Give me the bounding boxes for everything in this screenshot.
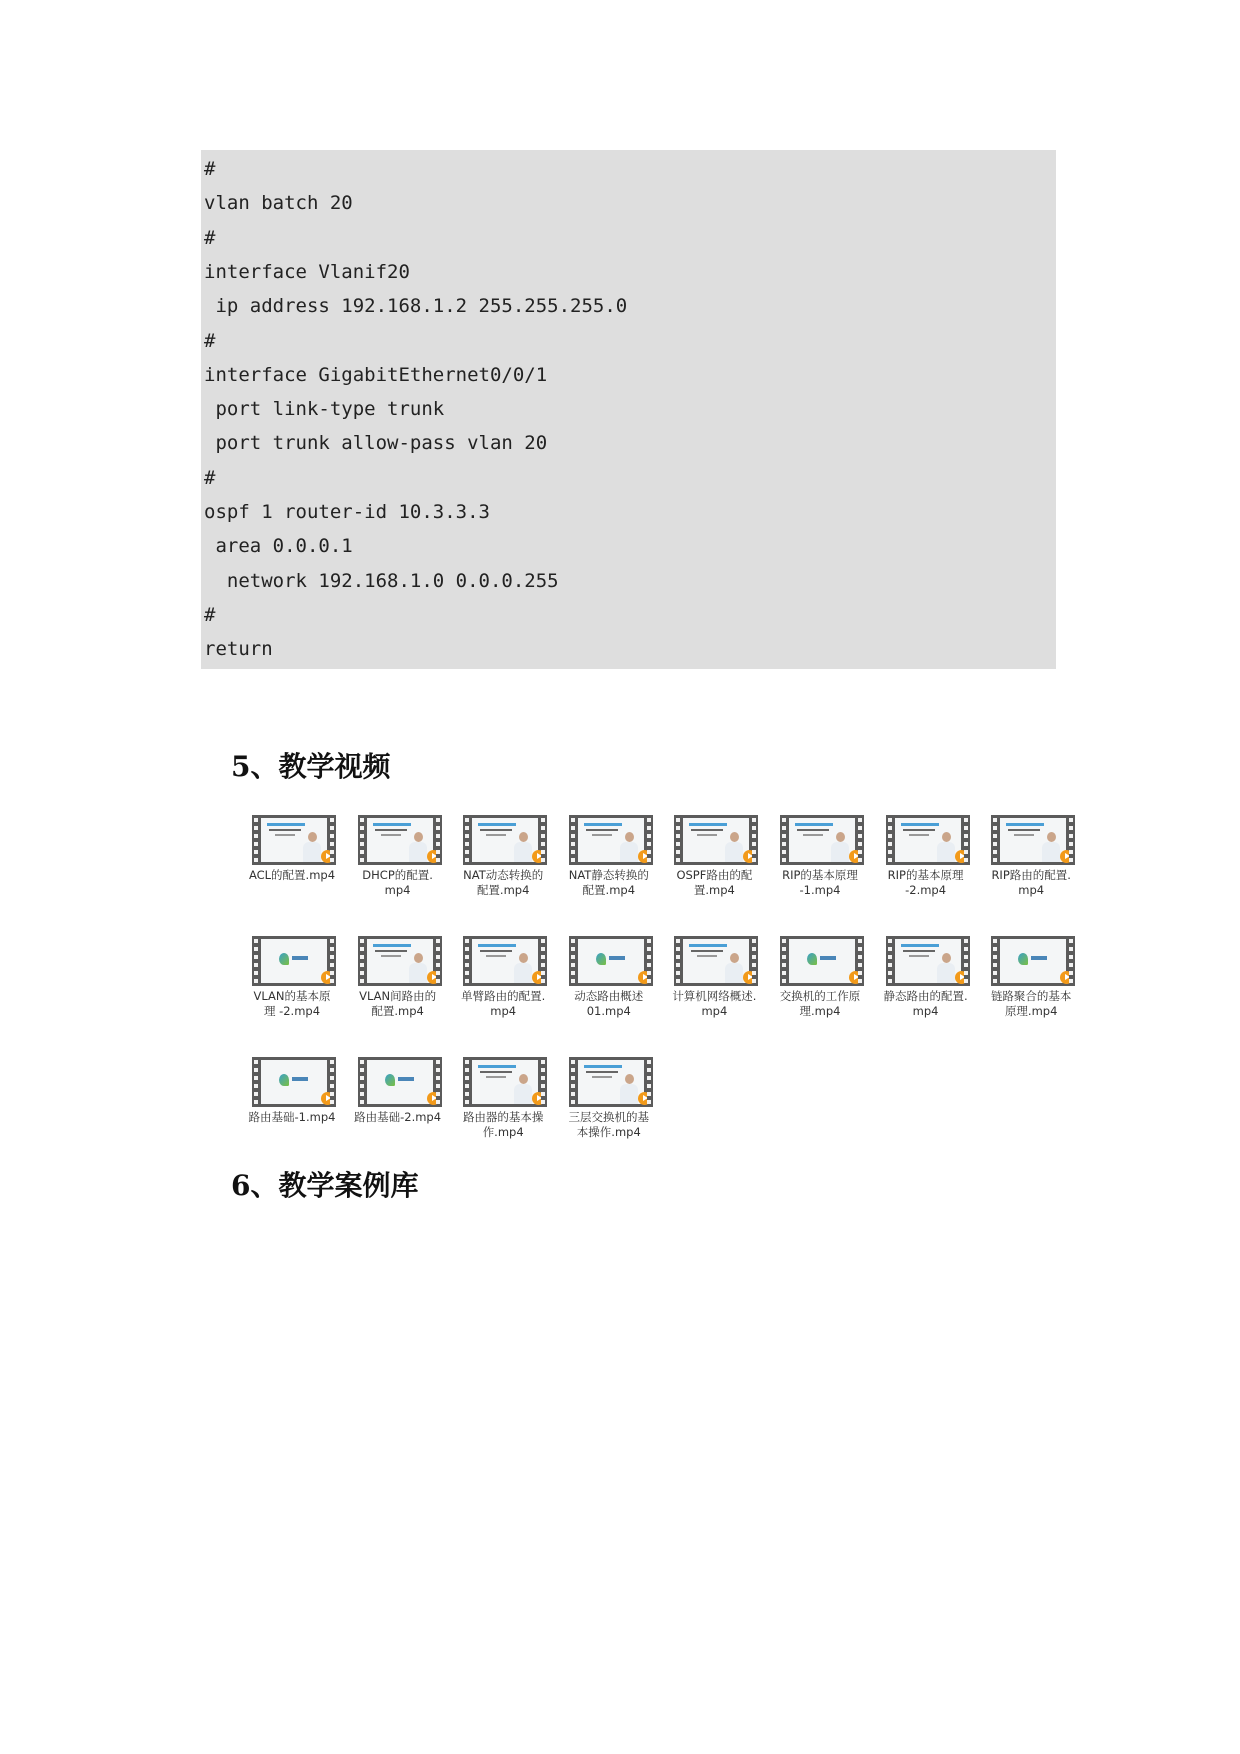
play-icon [849, 850, 862, 863]
video-file[interactable] [346, 936, 450, 1048]
presenter-figure [620, 832, 638, 862]
video-filename: VLAN间路由的 配置.mp4 [359, 989, 437, 1018]
video-thumbnail [463, 936, 547, 986]
video-thumbnail [569, 815, 653, 865]
video-thumbnail [674, 815, 758, 865]
video-file[interactable] [451, 815, 555, 927]
video-file[interactable] [557, 1057, 661, 1169]
play-icon [532, 850, 545, 863]
video-filename: NAT静态转换的 配置.mp4 [568, 868, 649, 897]
video-filename: OSPF路由的配 置.mp4 [676, 868, 753, 897]
video-filename: RIP的基本原理 -1.mp4 [782, 868, 858, 897]
video-filename: 路由基础-2.mp4 [354, 1110, 442, 1124]
presenter-figure [514, 1074, 532, 1104]
video-thumbnail [463, 1057, 547, 1107]
video-file[interactable] [346, 815, 450, 927]
code-line: # [204, 603, 216, 626]
code-line: # [204, 158, 216, 180]
video-filename: 静态路由的配置. mp4 [883, 989, 968, 1018]
code-line: ip address 192.168.1.2 255.255.255.0 [204, 295, 628, 318]
video-file[interactable] [768, 936, 872, 1048]
code-line: interface Vlanif20 [204, 260, 410, 283]
video-thumbnail [886, 815, 970, 865]
video-file[interactable] [874, 936, 978, 1048]
video-filename: DHCP的配置. mp4 [362, 868, 433, 897]
video-filename: RIP路由的配置. mp4 [991, 868, 1071, 897]
play-icon [638, 971, 651, 984]
video-filename: NAT动态转换的 配置.mp4 [463, 868, 544, 897]
video-file[interactable] [874, 815, 978, 927]
video-file[interactable] [240, 815, 344, 927]
video-file[interactable] [451, 936, 555, 1048]
presenter-figure [303, 832, 321, 862]
presenter-figure [1042, 832, 1060, 862]
code-line: area 0.0.0.1 [204, 535, 353, 558]
code-line: # [204, 226, 216, 249]
video-file[interactable] [979, 815, 1083, 927]
play-icon [638, 850, 651, 863]
video-file[interactable] [346, 1057, 450, 1169]
video-thumbnail [569, 1057, 653, 1107]
video-filename: 路由器的基本操 作.mp4 [462, 1110, 544, 1139]
presenter-figure [620, 1074, 638, 1104]
play-icon [1060, 971, 1073, 984]
video-file[interactable] [979, 936, 1083, 1048]
code-line: interface GigabitEthernet0/0/1 [204, 363, 548, 386]
video-file[interactable] [662, 936, 766, 1048]
section-heading-cases: 6、教学案例库 [231, 1169, 419, 1202]
video-thumbnail [463, 815, 547, 865]
video-thumbnail [674, 936, 758, 986]
play-icon [955, 971, 968, 984]
video-thumbnail [886, 936, 970, 986]
video-thumbnail [991, 815, 1075, 865]
code-line: port link-type trunk [204, 398, 445, 421]
code-line: network 192.168.1.0 0.0.0.255 [204, 569, 559, 592]
play-icon [638, 1092, 651, 1105]
presenter-figure [937, 832, 955, 862]
presenter-figure [937, 953, 955, 983]
presenter-figure [409, 953, 427, 983]
play-icon [321, 1092, 334, 1105]
video-filename: 动态路由概述 01.mp4 [574, 989, 644, 1018]
video-thumbnail [780, 815, 864, 865]
video-filename: ACL的配置.mp4 [248, 868, 336, 882]
presenter-figure [409, 832, 427, 862]
video-file[interactable] [662, 815, 766, 927]
code-block [201, 150, 1056, 669]
video-thumbnail [569, 936, 653, 986]
video-filename: VLAN的基本原 理 -2.mp4 [253, 989, 331, 1018]
code-line: return [204, 638, 273, 661]
video-thumbnail [358, 1057, 442, 1107]
play-icon [1060, 850, 1073, 863]
video-thumbnail [358, 815, 442, 865]
presenter-figure [514, 832, 532, 862]
play-icon [955, 850, 968, 863]
video-filename: 链路聚合的基本 原理.mp4 [990, 989, 1072, 1018]
play-icon [427, 850, 440, 863]
play-icon [427, 971, 440, 984]
play-icon [743, 850, 756, 863]
play-icon [532, 971, 545, 984]
presenter-figure [514, 953, 532, 983]
video-filename: 交换机的工作原 理.mp4 [779, 989, 861, 1018]
video-filename: 单臂路由的配置. mp4 [461, 989, 546, 1018]
video-file[interactable] [768, 815, 872, 927]
video-thumbnail [991, 936, 1075, 986]
code-line: # [204, 466, 216, 489]
video-thumbnail [252, 936, 336, 986]
play-icon [743, 971, 756, 984]
code-line: # [204, 329, 216, 352]
play-icon [321, 971, 334, 984]
video-filename: 三层交换机的基 本操作.mp4 [568, 1110, 650, 1139]
video-file[interactable] [451, 1057, 555, 1169]
video-filename: 计算机网络概述. mp4 [672, 989, 757, 1018]
video-thumbnail [252, 1057, 336, 1107]
video-thumbnail [252, 815, 336, 865]
presenter-figure [725, 832, 743, 862]
video-file[interactable] [557, 815, 661, 927]
video-thumbnail [780, 936, 864, 986]
play-icon [321, 850, 334, 863]
play-icon [427, 1092, 440, 1105]
video-file[interactable] [240, 936, 344, 1048]
video-filename: RIP的基本原理 -2.mp4 [887, 868, 964, 897]
play-icon [532, 1092, 545, 1105]
code-line: vlan batch 20 [204, 192, 353, 215]
video-filename: 路由基础-1.mp4 [248, 1110, 336, 1124]
code-line: port trunk allow-pass vlan 20 [204, 432, 548, 455]
code-line: ospf 1 router-id 10.3.3.3 [204, 501, 490, 523]
section-heading-videos: 5、教学视频 [231, 750, 391, 783]
presenter-figure [831, 832, 849, 862]
presenter-figure [725, 953, 743, 983]
video-file[interactable] [240, 1057, 344, 1169]
play-icon [849, 971, 862, 984]
video-file[interactable] [557, 936, 661, 1048]
video-thumbnail [358, 936, 442, 986]
